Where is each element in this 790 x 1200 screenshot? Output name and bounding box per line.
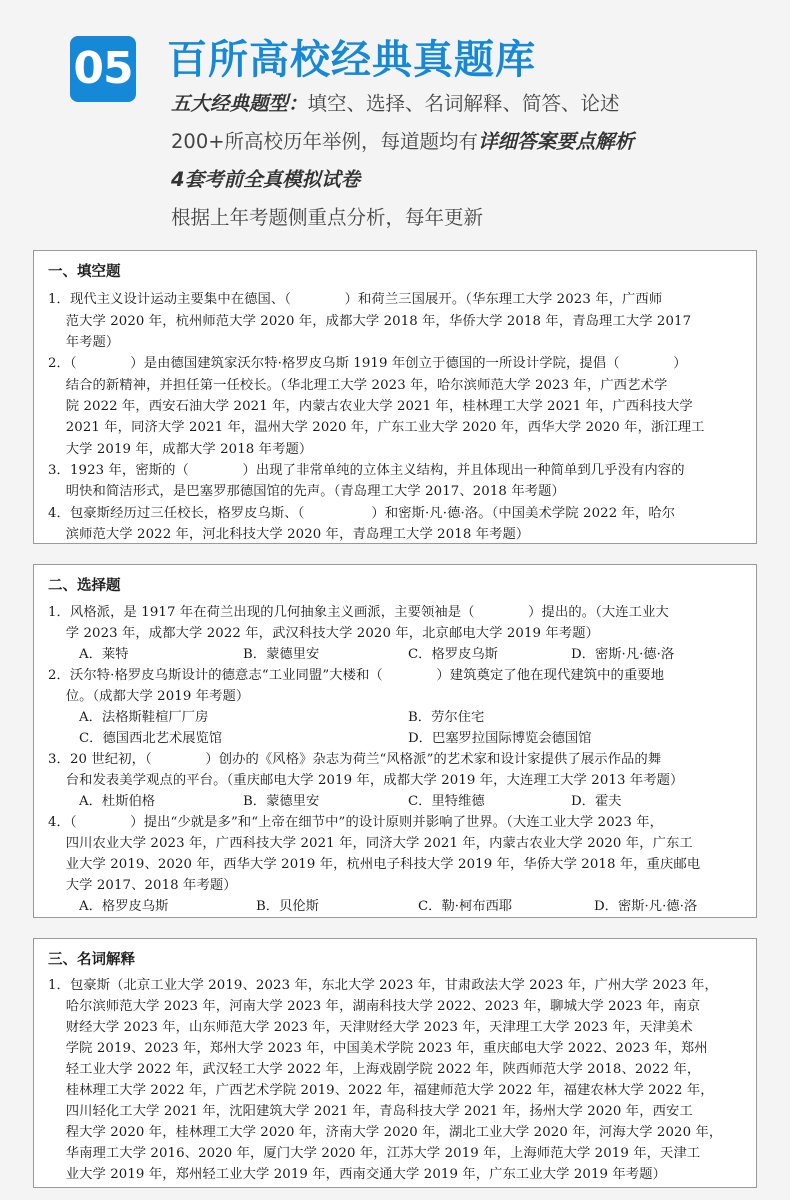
text-line: 明快和简洁形式，是巴塞罗那德国馆的先声。（青岛理工大学 2017、2018 年考题） bbox=[48, 484, 565, 499]
text-line: 年考题） bbox=[48, 335, 120, 350]
option-a: A．莱特 bbox=[79, 647, 129, 662]
section-title: 二、选择题 bbox=[48, 578, 121, 594]
term-explanation-section bbox=[33, 938, 757, 1188]
question-line: 3．20 世纪初，（ ）创办的《风格》杂志为荷兰“风格派”的艺术家和设计家提供了展示作品的舞 bbox=[48, 752, 662, 767]
text-line: 桂林理工大学 2022 年，广西艺术学院 2019、2022 年，福建师范大学 2022 年，福建农林大学 2022 年， bbox=[48, 1083, 714, 1098]
option-b: B．贝伦斯 bbox=[256, 899, 319, 914]
question-line: 学 2023 年，成都大学 2022 年，武汉科技大学 2020 年，北京邮电大学 2019 年考题） bbox=[48, 626, 600, 641]
text-line: 滨师范大学 2022 年，河北科技大学 2020 年，青岛理工大学 2018 年考题） bbox=[48, 527, 530, 542]
option-c: C．里特维德 bbox=[408, 794, 485, 809]
text-line: 1．现代主义设计运动主要集中在德国、（ ）和荷兰三国展开。（华东理工大学 2023 年，广西师 bbox=[48, 292, 663, 307]
question-line: 1．风格派，是 1917 年在荷兰出现的几何抽象主义画派，主要领袖是（ ）提出的。（大连工业大 bbox=[48, 605, 669, 620]
page-title: 百所高校经典真题库 bbox=[167, 37, 536, 83]
text-line: 华南理工大学 2016、2020 年，厦门大学 2020 年，江苏大学 2019 年，上海师范大学 2019 年，天津工 bbox=[48, 1146, 701, 1161]
fill-blank-section bbox=[33, 250, 757, 544]
text-line: 1．包豪斯（北京工业大学 2019、2023 年，东北大学 2023 年，甘肃政法大学 2023 年，广州大学 2023 年， bbox=[48, 978, 718, 993]
feature-line-1: 五大经典题型：填空、选择、名词解释、简答、论述 bbox=[171, 92, 620, 115]
text-line: 程大学 2020 年，桂林理工大学 2020 年，济南大学 2020 年，湖北工业大学 2020 年，河海大学 2020 年， bbox=[48, 1125, 723, 1140]
question-line: 4．（ ）提出“少就是多”和“上帝在细节中”的设计原则并影响了世界。（大连工业大学 2023 年， bbox=[48, 815, 664, 830]
text-line: 业大学 2019 年，郑州轻工业大学 2019 年，西南交通大学 2019 年，广东工业大学 2019 年考题） bbox=[48, 1167, 666, 1182]
question-line: 2．沃尔特·格罗皮乌斯设计的德意志“工业同盟”大楼和（ ）建筑奠定了他在现代建筑中的重要地 bbox=[48, 668, 665, 683]
option-b: B．劳尔住宅 bbox=[408, 710, 485, 725]
option-d: D．巴塞罗拉国际博览会德国馆 bbox=[408, 731, 592, 746]
option-c: C．勒·柯布西耶 bbox=[418, 899, 513, 914]
feature-line-3: 4套考前全真模拟试卷 bbox=[171, 168, 361, 191]
section-title: 一、填空题 bbox=[48, 264, 121, 280]
option-b: B．蒙德里安 bbox=[243, 647, 320, 662]
feature-line-4: 根据上年考题侧重点分析，每年更新 bbox=[171, 206, 484, 229]
section-number-badge: 05 bbox=[70, 36, 136, 102]
text-line: 范大学 2020 年，杭州师范大学 2020 年，成都大学 2018 年，华侨大学 2018 年，青岛理工大学 2017 bbox=[48, 314, 692, 329]
text-line: 四川轻化工大学 2021 年，沈阳建筑大学 2021 年，青岛科技大学 2021 年，扬州大学 2020 年，西安工 bbox=[48, 1104, 693, 1119]
multiple-choice-section bbox=[33, 564, 757, 918]
question-line: 大学 2017、2018 年考题） bbox=[48, 878, 237, 893]
text-line: 4．包豪斯经历过三任校长，格罗皮乌斯、（ ）和密斯·凡·德·洛。（中国美术学院 2022 年，哈尔 bbox=[48, 506, 676, 521]
text-line: 大学 2019 年，成都大学 2018 年考题） bbox=[48, 442, 313, 457]
option-a: A．格罗皮乌斯 bbox=[79, 899, 169, 914]
text-line: 轻工业大学 2022 年，武汉轻工大学 2022 年，上海戏剧学院 2022 年，陕西师范大学 2018、2022 年， bbox=[48, 1062, 701, 1077]
question-line: 四川农业大学 2023 年，广西科技大学 2021 年，同济大学 2021 年，内蒙古农业大学 2020 年，广东工 bbox=[48, 836, 693, 851]
option-d: D．密斯·凡·德·洛 bbox=[594, 899, 698, 914]
text-line: 2．（ ）是由德国建筑家沃尔特·格罗皮乌斯 1919 年创立于德国的一所设计学院，提倡（ ） bbox=[48, 356, 687, 371]
option-d: D．霍夫 bbox=[571, 794, 622, 809]
text-line: 结合的新精神，并担任第一任校长。（华北理工大学 2023 年，哈尔滨师范大学 2023 年，广西艺术学 bbox=[48, 378, 668, 393]
question-line: 业大学 2019、2020 年，西华大学 2019 年，杭州电子科技大学 2019 年，华侨大学 2018 年，重庆邮电 bbox=[48, 857, 701, 872]
question-line: 台和发表美学观点的平台。（重庆邮电大学 2019 年，成都大学 2019 年，大连理工大学 2013 年考题） bbox=[48, 773, 684, 788]
question-line: 位。（成都大学 2019 年考题） bbox=[48, 689, 250, 704]
section-title: 三、名词解释 bbox=[48, 952, 135, 968]
text-line: 财经大学 2023 年，山东师范大学 2023 年，天津财经大学 2023 年，天津理工大学 2023 年，天津美术 bbox=[48, 1020, 693, 1035]
option-a: A．法格斯鞋楦厂厂房 bbox=[79, 710, 209, 725]
option-c: C．格罗皮乌斯 bbox=[408, 647, 498, 662]
option-d: D．密斯·凡·德·洛 bbox=[571, 647, 675, 662]
option-b: B．蒙德里安 bbox=[243, 794, 320, 809]
text-line: 2021 年，同济大学 2021 年，温州大学 2020 年，广东工业大学 2020 年，西华大学 2020 年，浙江理工 bbox=[48, 420, 705, 435]
feature-line-2: 200+所高校历年举例，每道题均有详细答案要点解析 bbox=[171, 130, 635, 153]
text-line: 哈尔滨师范大学 2023 年，河南大学 2023 年，湖南科技大学 2022、2023 年，聊城大学 2023 年，南京 bbox=[48, 999, 701, 1014]
text-line: 学院 2019、2023 年，郑州大学 2023 年，中国美术学院 2023 年，重庆邮电大学 2022、2023 年，郑州 bbox=[48, 1041, 708, 1056]
option-c: C．德国西北艺术展览馆 bbox=[79, 731, 223, 746]
option-a: A．杜斯伯格 bbox=[79, 794, 156, 809]
text-line: 3．1923 年，密斯的（ ）出现了非常单纯的立体主义结构，并且体现出一种简单到几乎没有内容的 bbox=[48, 463, 685, 478]
text-line: 院 2022 年，西安石油大学 2021 年，内蒙古农业大学 2021 年，桂林理工大学 2021 年，广西科技大学 bbox=[48, 399, 693, 414]
